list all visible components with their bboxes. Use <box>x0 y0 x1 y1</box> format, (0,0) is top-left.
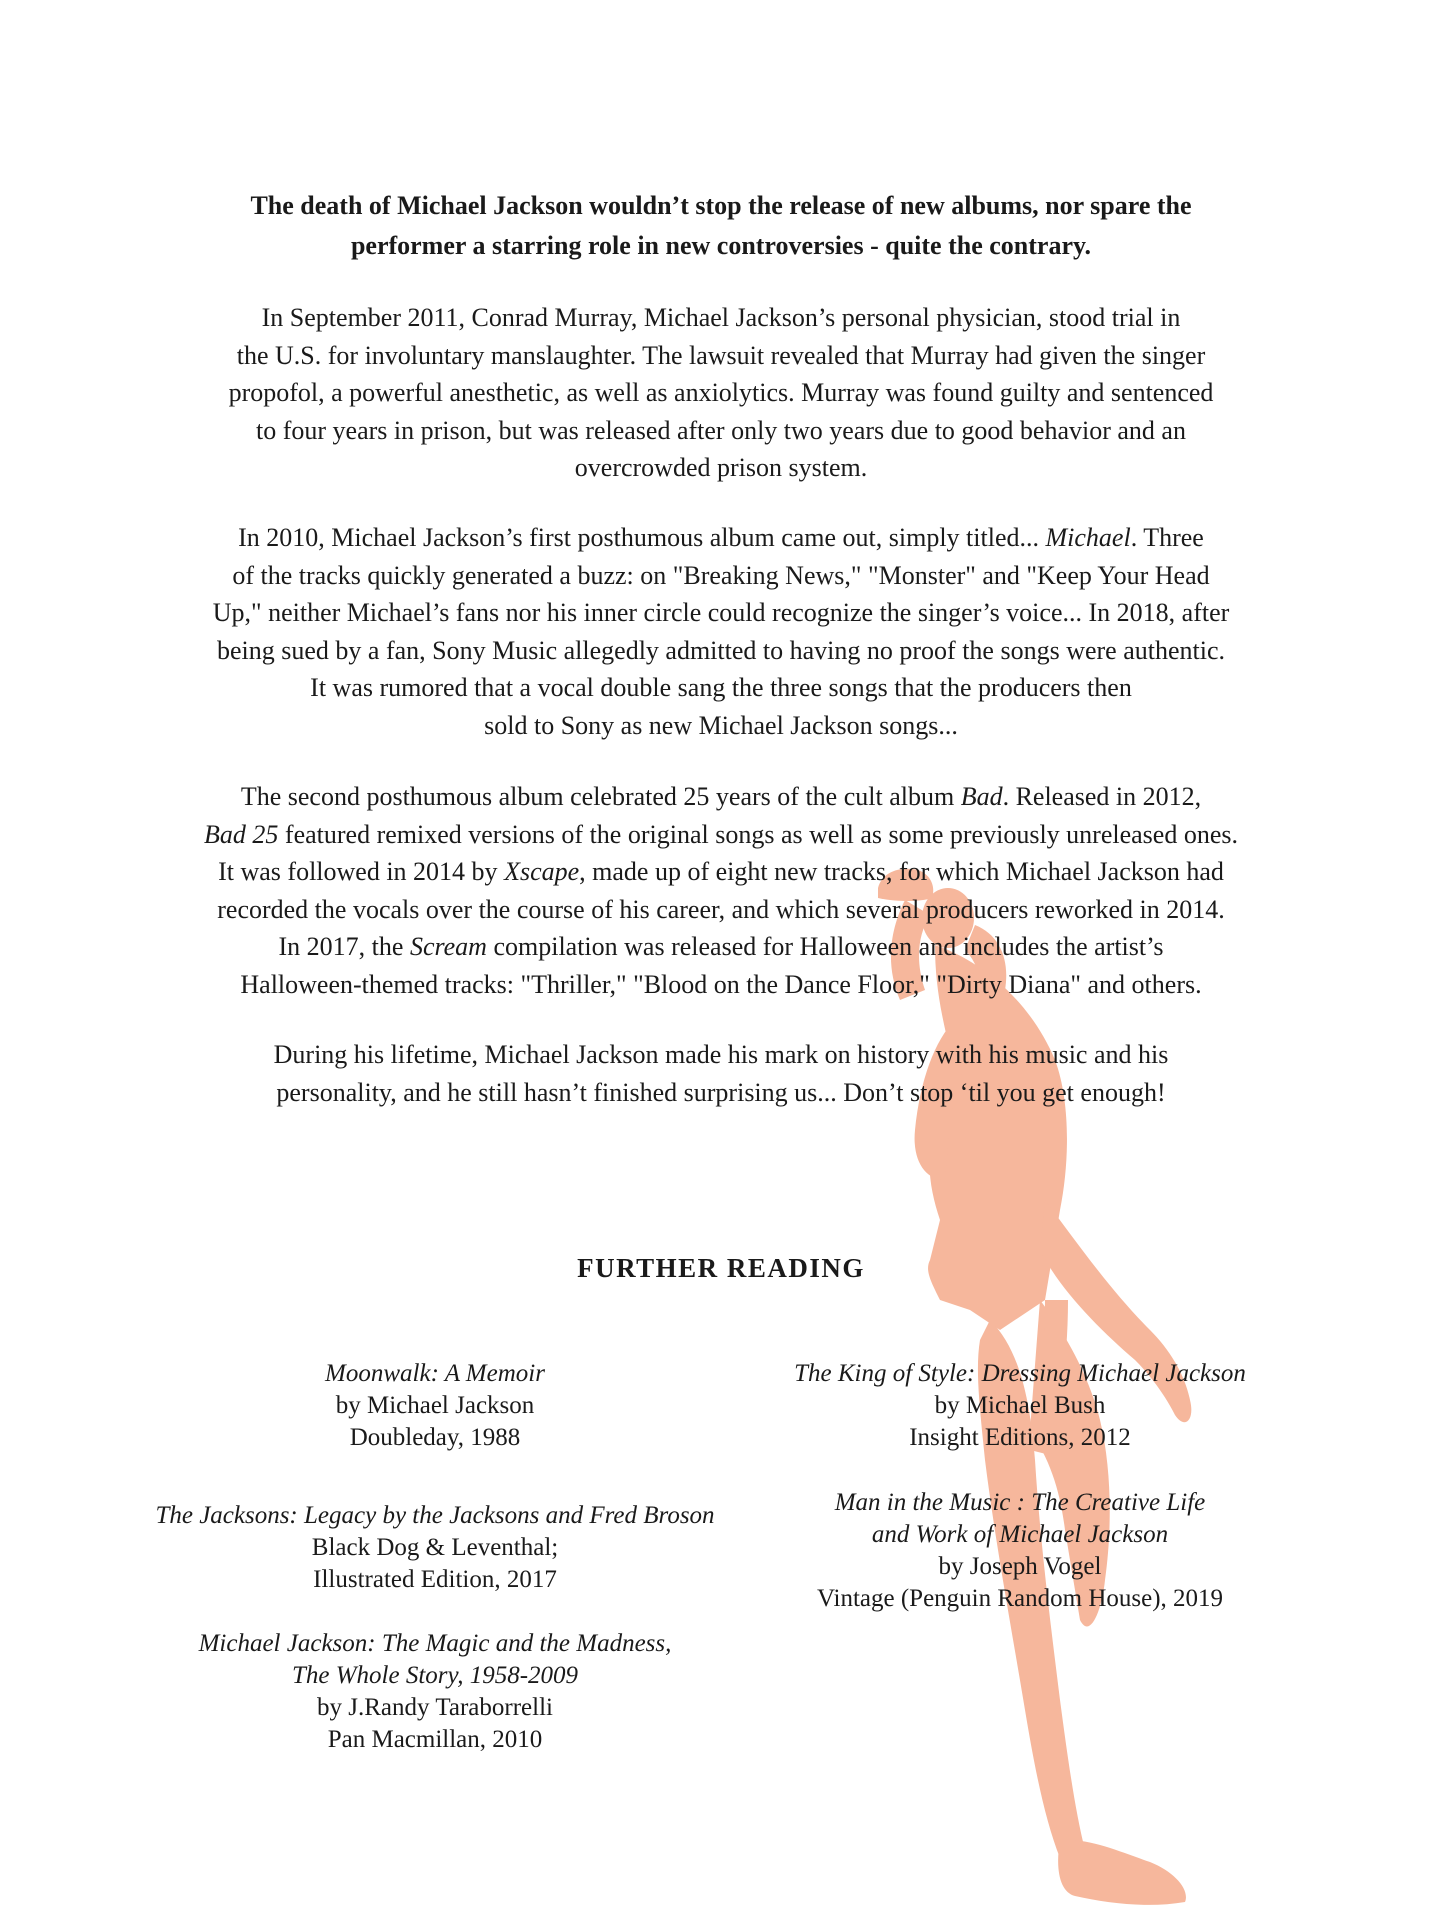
paragraph-legacy <box>150 1036 1292 1111</box>
book-title: The King of Style: Dressing Michael Jackson <box>794 1360 1246 1387</box>
paragraph-line <box>150 816 1292 854</box>
text-run: It was followed in 2014 by <box>218 857 505 886</box>
book-entry-magic-and-madness <box>140 1628 730 1756</box>
text-run: . Three <box>1130 523 1204 552</box>
paragraph-line: During his lifetime, Michael Jackson made his mark on history with his music and his <box>273 1040 1169 1069</box>
paragraph-michael-album <box>150 519 1292 744</box>
album-title-bad: Bad <box>960 782 1003 811</box>
book-title: The Jacksons: Legacy by the Jacksons and Fred Broson <box>155 1502 715 1529</box>
album-title-scream: Scream <box>409 932 487 961</box>
book-author: by Joseph Vogel <box>938 1553 1102 1580</box>
album-title-xscape: Xscape <box>504 857 580 886</box>
paragraph-line: of the tracks quickly generated a buzz: on "Breaking News," "Monster" and "Keep Your Head <box>232 560 1210 590</box>
book-publisher: Insight Editions, 2012 <box>909 1424 1131 1451</box>
book-title: Moonwalk: A Memoir <box>325 1360 545 1387</box>
book-publisher: Black Dog & Leventhal; <box>311 1534 559 1561</box>
text-run: The second posthumous album celebrated 25 years of the cult album <box>240 782 961 811</box>
paragraph-posthumous-albums <box>150 778 1292 1003</box>
text-run: In 2017, the <box>278 932 410 961</box>
paragraph-line: recorded the vocals over the course of his career, and which several producers reworked in 2014. <box>217 894 1225 924</box>
paragraph-line: being sued by a fan, Sony Music allegedly admitted to having no proof the songs were authentic. <box>217 635 1225 665</box>
text-run: compilation was released for Halloween and includes the artist’s <box>486 932 1164 961</box>
book-author: by Michael Jackson <box>335 1392 535 1419</box>
text-run: , made up of eight new tracks, for which Michael Jackson had <box>579 857 1224 886</box>
book-publisher: Pan Macmillan, 2010 <box>327 1726 543 1753</box>
lead-line: performer a starring role in new controversies - quite the contrary. <box>350 231 1092 260</box>
paragraph-line: Up," neither Michael’s fans nor his inner circle could recognize the singer’s voice... In 2018, after <box>212 598 1230 627</box>
paragraph-line <box>150 928 1292 966</box>
book-title: The Whole Story, 1958-2009 <box>291 1662 579 1689</box>
lead-paragraph <box>200 186 1242 266</box>
book-title: and Work of Michael Jackson <box>871 1521 1169 1548</box>
book-author: by J.Randy Taraborrelli <box>317 1694 553 1721</box>
paragraph-line: overcrowded prison system. <box>574 453 868 482</box>
book-publisher: Vintage (Penguin Random House), 2019 <box>816 1585 1224 1612</box>
paragraph-line: It was rumored that a vocal double sang the three songs that the producers then <box>310 673 1132 702</box>
paragraph-line: In September 2011, Conrad Murray, Michael Jackson’s personal physician, stood trial in <box>261 303 1181 332</box>
book-publisher: Doubleday, 1988 <box>349 1424 521 1451</box>
paragraph-line: the U.S. for involuntary manslaughter. The lawsuit revealed that Murray had given the singer <box>236 340 1206 370</box>
paragraph-line <box>150 778 1292 816</box>
book-entry-man-in-the-music <box>740 1487 1300 1615</box>
further-reading-heading: FURTHER READING <box>577 1253 865 1283</box>
paragraph-line: propofol, a powerful anesthetic, as well as anxiolytics. Murray was found guilty and sentenced <box>228 378 1214 407</box>
paragraph-murray-trial <box>150 299 1292 487</box>
text-run: featured remixed versions of the original songs as well as some previously unreleased ones. <box>278 819 1238 849</box>
paragraph-line: personality, and he still hasn’t finished surprising us... Don’t stop ‘til you get enough! <box>276 1077 1166 1107</box>
paragraph-line: Halloween-themed tracks: "Thriller," "Blood on the Dance Floor," "Dirty Diana" and others. <box>240 969 1202 999</box>
paragraph-line <box>150 519 1292 557</box>
book-edition: Illustrated Edition, 2017 <box>313 1566 557 1593</box>
book-title: Man in the Music : The Creative Life <box>834 1489 1206 1516</box>
book-title: Michael Jackson: The Magic and the Madness, <box>198 1630 672 1657</box>
text-run: In 2010, Michael Jackson’s first posthumous album came out, simply titled... <box>238 523 1046 552</box>
book-entry-king-of-style <box>740 1358 1300 1454</box>
lead-line: The death of Michael Jackson wouldn’t stop the release of new albums, nor spare the <box>250 191 1192 220</box>
paragraph-line <box>150 853 1292 891</box>
book-entry-the-jacksons-legacy <box>140 1500 730 1596</box>
book-author: by Michael Bush <box>934 1392 1106 1419</box>
album-title-michael: Michael <box>1045 523 1131 552</box>
paragraph-line: sold to Sony as new Michael Jackson songs... <box>484 710 958 740</box>
book-entry-moonwalk <box>140 1358 730 1454</box>
album-title-bad-25: Bad 25 <box>204 819 279 849</box>
paragraph-line: to four years in prison, but was released after only two years due to good behavior and an <box>256 415 1186 445</box>
text-run: . Released in 2012, <box>1002 782 1202 811</box>
